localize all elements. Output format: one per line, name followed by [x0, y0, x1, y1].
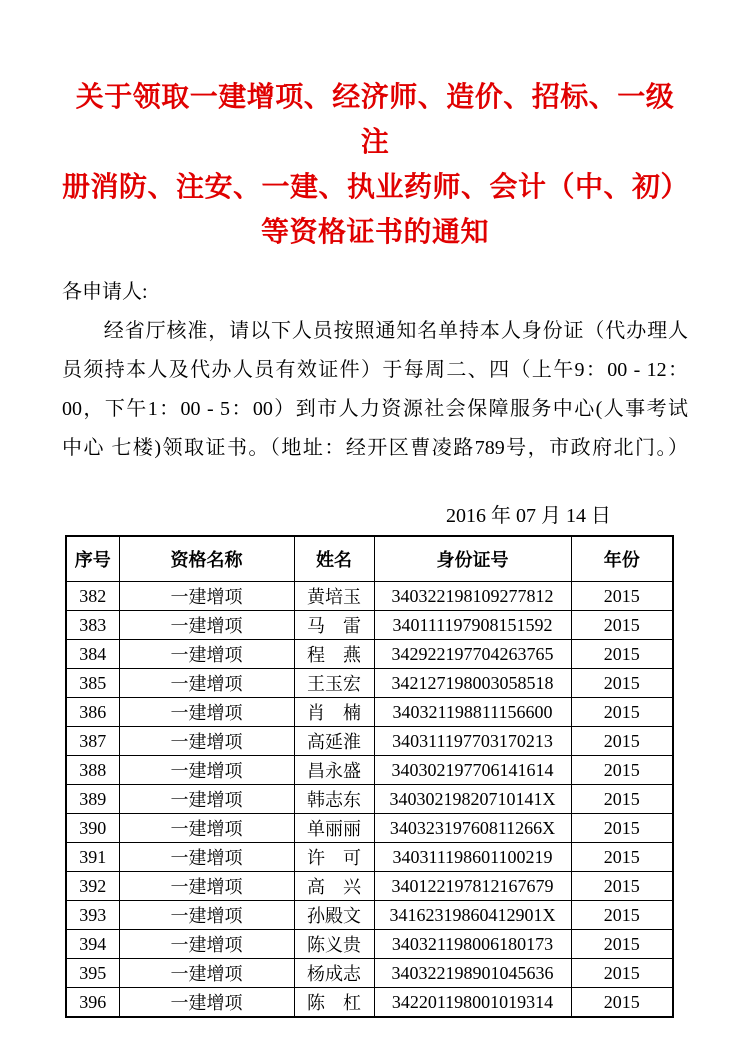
cell-qualification: 一建增项: [119, 843, 294, 872]
column-header: 序号: [66, 536, 119, 582]
cell-year: 2015: [571, 901, 673, 930]
body-line: 中心 七楼)领取证书。（地址：经开区曹凌路789号，市政府北门。）: [62, 437, 688, 459]
body-line: 经省厅核准，请以下人员按照通知名单持本人身份证（代办理人: [62, 320, 688, 342]
cell-name: 单丽丽: [294, 814, 374, 843]
cell-year: 2015: [571, 930, 673, 959]
cell-year: 2015: [571, 640, 673, 669]
cell-qualification: 一建增项: [119, 959, 294, 988]
cell-id-number: 340311197703170213: [374, 727, 571, 756]
table-row: [66, 698, 673, 727]
cell-name: 马 雷: [294, 611, 374, 640]
document-title-line: 册消防、注安、一建、执业药师、会计（中、初）: [62, 172, 690, 203]
body-line: 员须持本人及代办人员有效证件）于每周二、四（上午9：00 - 12：: [62, 359, 688, 381]
table-row: [66, 727, 673, 756]
cell-qualification: 一建增项: [119, 756, 294, 785]
cell-name: 杨成志: [294, 959, 374, 988]
cell-year: 2015: [571, 698, 673, 727]
table-row: [66, 582, 673, 611]
cell-year: 2015: [571, 988, 673, 1018]
salutation: 各申请人:: [62, 281, 148, 303]
cell-name: 程 燕: [294, 640, 374, 669]
document-title: [62, 75, 688, 255]
cell-no: 394: [66, 930, 119, 959]
cell-name: 昌永盛: [294, 756, 374, 785]
cell-no: 388: [66, 756, 119, 785]
certificate-table-body: [66, 582, 673, 1018]
cell-id-number: 340322198109277812: [374, 582, 571, 611]
cell-year: 2015: [571, 611, 673, 640]
cell-year: 2015: [571, 814, 673, 843]
cell-qualification: 一建增项: [119, 814, 294, 843]
cell-no: 395: [66, 959, 119, 988]
table-row: [66, 872, 673, 901]
cell-year: 2015: [571, 756, 673, 785]
cell-id-number: 340321198811156600: [374, 698, 571, 727]
cell-no: 392: [66, 872, 119, 901]
cell-year: 2015: [571, 872, 673, 901]
column-header: 姓名: [294, 536, 374, 582]
cell-no: 384: [66, 640, 119, 669]
cell-qualification: 一建增项: [119, 582, 294, 611]
cell-qualification: 一建增项: [119, 872, 294, 901]
cell-year: 2015: [571, 669, 673, 698]
cell-qualification: 一建增项: [119, 669, 294, 698]
cell-id-number: 340321198006180173: [374, 930, 571, 959]
cell-qualification: 一建增项: [119, 611, 294, 640]
column-header: 年份: [571, 536, 673, 582]
table-row: [66, 959, 673, 988]
table-row: [66, 988, 673, 1018]
cell-name: 黄培玉: [294, 582, 374, 611]
cell-qualification: 一建增项: [119, 988, 294, 1018]
cell-qualification: 一建增项: [119, 727, 294, 756]
cell-name: 高延淮: [294, 727, 374, 756]
cell-name: 陈义贵: [294, 930, 374, 959]
document-title-line: 关于领取一建增项、经济师、造价、招标、一级注: [75, 82, 675, 158]
cell-id-number: 340302197706141614: [374, 756, 571, 785]
cell-id-number: 340311198601100219: [374, 843, 571, 872]
table-row: [66, 814, 673, 843]
cell-name: 肖 楠: [294, 698, 374, 727]
cell-name: 许 可: [294, 843, 374, 872]
cell-id-number: 34162319860412901X: [374, 901, 571, 930]
cell-name: 陈 杠: [294, 988, 374, 1018]
cell-no: 387: [66, 727, 119, 756]
cell-year: 2015: [571, 959, 673, 988]
cell-id-number: 340111197908151592: [374, 611, 571, 640]
body-line: 00，下午1：00 - 5：00）到市人力资源社会保障服务中心(人事考试: [62, 398, 688, 420]
table-row: [66, 611, 673, 640]
cell-no: 391: [66, 843, 119, 872]
cell-no: 382: [66, 582, 119, 611]
cell-qualification: 一建增项: [119, 930, 294, 959]
cell-id-number: 34032319760811266X: [374, 814, 571, 843]
cell-year: 2015: [571, 785, 673, 814]
table-row: [66, 756, 673, 785]
table-row: [66, 843, 673, 872]
table-row: [66, 901, 673, 930]
cell-no: 385: [66, 669, 119, 698]
cell-qualification: 一建增项: [119, 640, 294, 669]
table-row: [66, 640, 673, 669]
cell-no: 383: [66, 611, 119, 640]
column-header: 资格名称: [119, 536, 294, 582]
cell-no: 389: [66, 785, 119, 814]
table-row: [66, 669, 673, 698]
issue-date: 2016 年 07 月 14 日: [446, 505, 611, 527]
cell-id-number: 342922197704263765: [374, 640, 571, 669]
cell-id-number: 340122197812167679: [374, 872, 571, 901]
cell-no: 390: [66, 814, 119, 843]
cell-no: 396: [66, 988, 119, 1018]
cell-qualification: 一建增项: [119, 785, 294, 814]
table-row: [66, 785, 673, 814]
cell-no: 393: [66, 901, 119, 930]
cell-year: 2015: [571, 582, 673, 611]
document-title-line: 等资格证书的通知: [260, 217, 489, 248]
cell-name: 韩志东: [294, 785, 374, 814]
notice-body: [62, 273, 688, 468]
cell-id-number: 342201198001019314: [374, 988, 571, 1018]
cell-id-number: 34030219820710141X: [374, 785, 571, 814]
cell-name: 王玉宏: [294, 669, 374, 698]
cell-name: 高 兴: [294, 872, 374, 901]
cell-qualification: 一建增项: [119, 901, 294, 930]
cell-year: 2015: [571, 727, 673, 756]
cell-qualification: 一建增项: [119, 698, 294, 727]
table-row: [66, 930, 673, 959]
cell-id-number: 342127198003058518: [374, 669, 571, 698]
column-header: 身份证号: [374, 536, 571, 582]
cell-year: 2015: [571, 843, 673, 872]
cell-id-number: 340322198901045636: [374, 959, 571, 988]
table-header-row: [66, 536, 673, 582]
cell-name: 孙殿文: [294, 901, 374, 930]
cell-no: 386: [66, 698, 119, 727]
certificate-table: [65, 535, 674, 1018]
